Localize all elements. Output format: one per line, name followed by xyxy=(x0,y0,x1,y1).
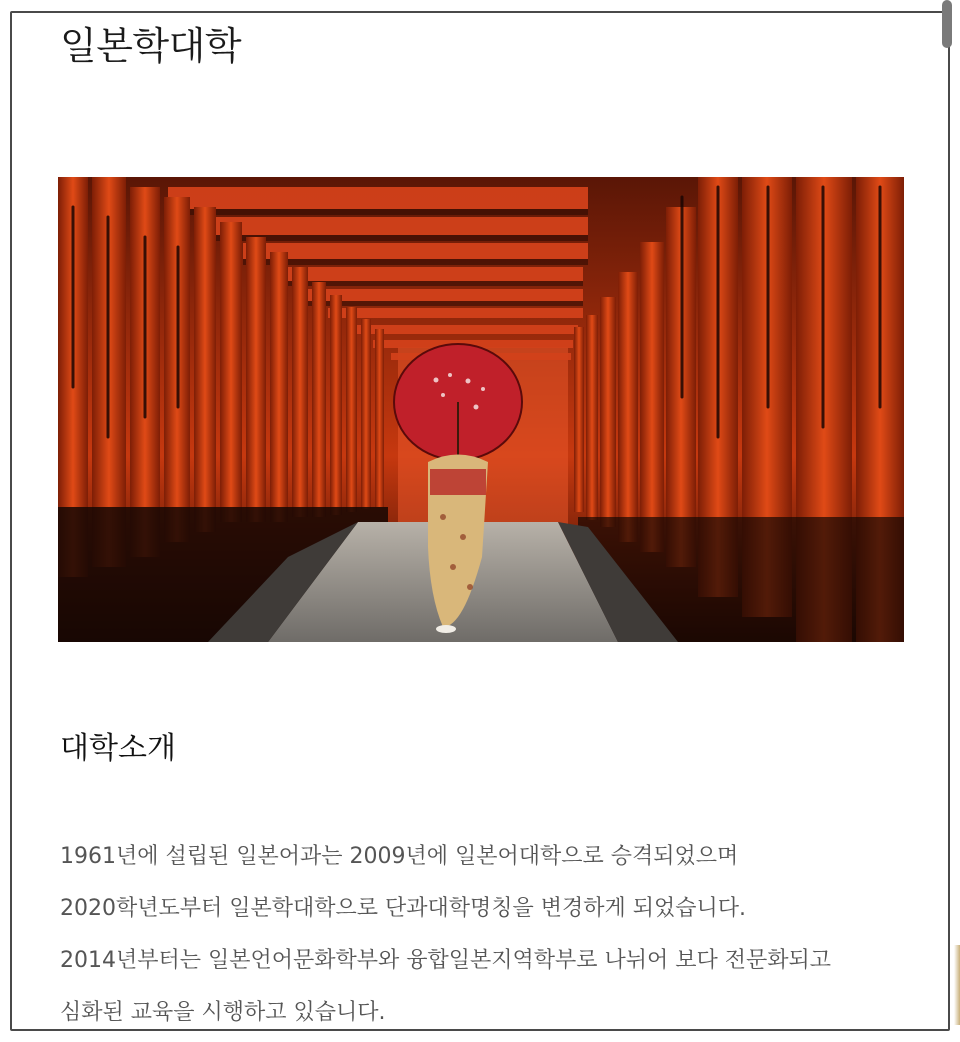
scrollbar-thumb[interactable] xyxy=(942,0,952,48)
intro-line: 1961년에 설립된 일본어과는 2009년에 일본어대학으로 승격되었으며 xyxy=(60,844,739,869)
torii-gate-photo xyxy=(58,177,904,642)
page-frame xyxy=(10,11,950,1031)
section-title: 대학소개 xyxy=(60,731,176,766)
adjacent-panel-edge xyxy=(954,945,960,1025)
intro-line: 심화된 교육을 시행하고 있습니다. xyxy=(60,1000,386,1025)
intro-line: 2020학년도부터 일본학대학으로 단과대학명칭을 변경하게 되었습니다. xyxy=(60,896,747,921)
intro-paragraph xyxy=(60,831,920,1031)
intro-line: 2014년부터는 일본언어문화학부와 융합일본지역학부로 나뉘어 보다 전문화되고 xyxy=(60,948,832,973)
hero-image xyxy=(58,177,904,642)
page-title: 일본학대학 xyxy=(60,24,242,68)
